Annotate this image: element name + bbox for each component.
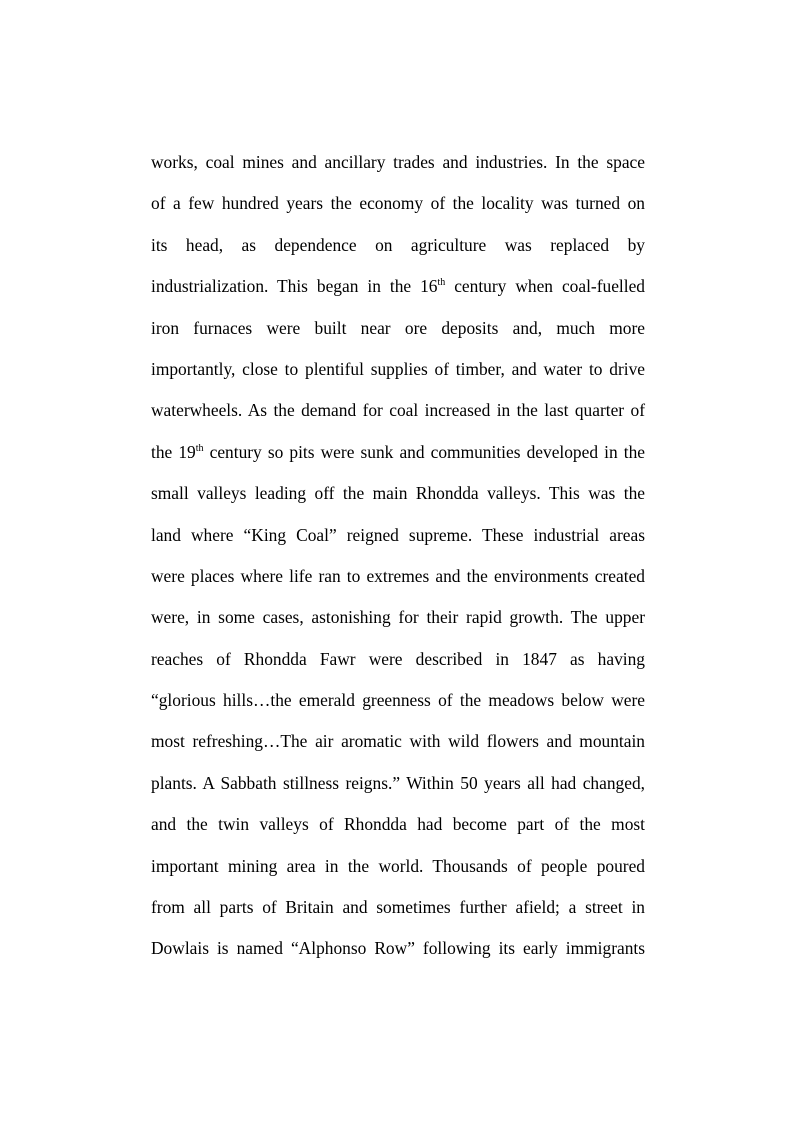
text-line-4-end: century when coal-fuelled — [445, 276, 645, 297]
text-line-15: most refreshing…The air aromatic with wild flowers and mountain — [151, 731, 645, 752]
text-line-5: iron furnaces were built near ore deposits and, much more — [151, 317, 645, 338]
text-line-4-start: industrialization. This began in the 16 — [151, 276, 438, 297]
text-line-14: “glorious hills…the emerald greenness of the meadows below were — [151, 690, 645, 711]
text-line-17: and the twin valleys of Rhondda had become part of the most — [151, 814, 645, 835]
text-line-2: of a few hundred years the economy of the locality was turned on — [151, 193, 645, 214]
ordinal-superscript: th — [437, 277, 446, 289]
text-line-8 — [151, 436, 645, 477]
text-line-20: Dowlais is named “Alphonso Row” following its early immigrants — [151, 938, 645, 959]
text-line-1: works, coal mines and ancillary trades and industries. In the space — [151, 152, 645, 172]
text-line-12: were, in some cases, astonishing for their rapid growth. The upper — [151, 607, 645, 628]
ordinal-superscript: th — [195, 442, 204, 454]
text-line-11: were places where life ran to extremes and the environments created — [151, 565, 645, 586]
text-line-9: small valleys leading off the main Rhondda valleys. This was the — [151, 483, 645, 504]
text-line-18: important mining area in the world. Thousands of people poured — [151, 855, 645, 876]
text-line-7: waterwheels. As the demand for coal increased in the last quarter of — [151, 400, 645, 421]
text-line-16: plants. A Sabbath stillness reigns.” Within 50 years all had changed, — [151, 772, 645, 793]
text-line-4 — [151, 270, 645, 311]
text-line-6: importantly, close to plentiful supplies of timber, and water to drive — [151, 358, 645, 379]
text-line-10: land where “King Coal” reigned supreme. These industrial areas — [151, 524, 645, 545]
text-line-19: from all parts of Britain and sometimes further afield; a street in — [151, 897, 645, 918]
text-line-8-end: century so pits were sunk and communities developed in the — [203, 441, 645, 462]
text-line-8-start: the 19 — [151, 441, 196, 462]
text-line-13: reaches of Rhondda Fawr were described in 1847 as having — [151, 648, 645, 669]
body-text — [151, 146, 645, 974]
text-line-3: its head, as dependence on agriculture was replaced by — [151, 234, 645, 255]
